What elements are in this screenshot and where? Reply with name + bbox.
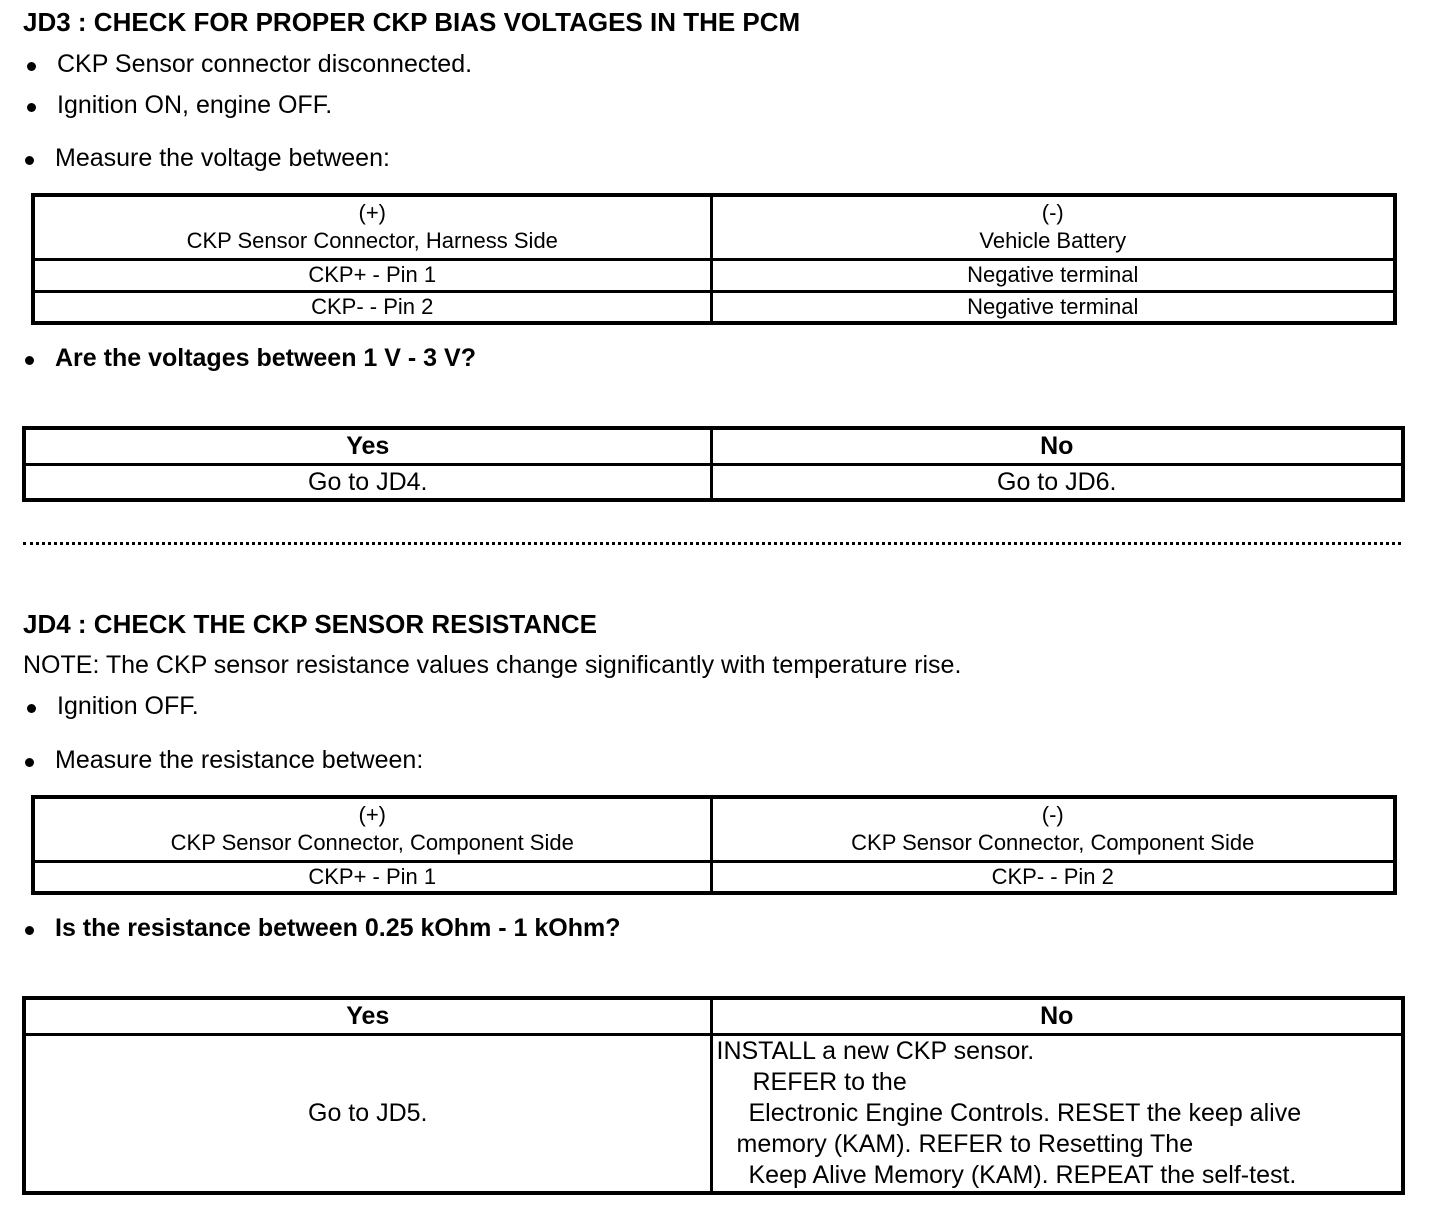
bullet-icon [25, 356, 34, 365]
negative-label: Vehicle Battery [979, 228, 1127, 254]
no-action-line: INSTALL a new CKP sensor. [716, 1036, 1035, 1065]
jd4-measure-table [31, 795, 1397, 895]
jd3-title: JD3 : CHECK FOR PROPER CKP BIAS VOLTAGES IN THE PCM [23, 7, 801, 37]
table-header-negative [711, 797, 1395, 861]
table-row [33, 861, 1395, 893]
section-divider [23, 542, 1401, 545]
table-header-negative [711, 195, 1395, 259]
no-action-line: memory (KAM). REFER to Resetting The [736, 1129, 1194, 1158]
bullet-icon [25, 156, 34, 165]
table-header-row [33, 195, 1395, 259]
no-action [711, 1034, 1403, 1193]
jd3-decision-table [22, 426, 1405, 502]
jd3-step-2: Ignition ON, engine OFF. [57, 91, 333, 119]
jd4-title: JD4 : CHECK THE CKP SENSOR RESISTANCE [23, 609, 598, 639]
jd4-decision-table [22, 996, 1405, 1195]
table-cell-positive: CKP+ - Pin 1 [33, 259, 711, 291]
table-cell-negative: Negative terminal [711, 291, 1395, 323]
bullet-icon [25, 926, 34, 935]
yes-action: Go to JD4. [24, 464, 711, 500]
decision-header-row [24, 428, 1403, 464]
no-action-line: Keep Alive Memory (KAM). REPEAT the self-test. [748, 1160, 1297, 1189]
decision-header-row [24, 998, 1403, 1034]
no-header: No [711, 998, 1403, 1034]
no-action-line: REFER to the [752, 1067, 907, 1096]
table-header-row [33, 797, 1395, 861]
table-cell-positive: CKP+ - Pin 1 [33, 861, 711, 893]
table-cell-negative: Negative terminal [711, 259, 1395, 291]
yes-header: Yes [24, 428, 711, 464]
positive-sign: (+) [358, 802, 386, 828]
jd3-measure-table [31, 193, 1397, 325]
table-header-positive [33, 195, 711, 259]
bullet-icon [27, 62, 36, 71]
table-cell-positive: CKP- - Pin 2 [33, 291, 711, 323]
positive-label: CKP Sensor Connector, Harness Side [186, 228, 558, 254]
bullet-icon [27, 704, 36, 713]
jd4-step-1: Ignition OFF. [57, 692, 199, 720]
decision-row [24, 1034, 1403, 1193]
table-row [33, 259, 1395, 291]
jd3-step-1: CKP Sensor connector disconnected. [57, 50, 473, 78]
bullet-icon [25, 758, 34, 767]
table-row [33, 291, 1395, 323]
positive-sign: (+) [358, 200, 386, 226]
yes-header: Yes [24, 998, 711, 1034]
negative-sign: (-) [1041, 200, 1064, 226]
jd4-step-2: Measure the resistance between: [55, 746, 424, 774]
jd4-question: Is the resistance between 0.25 kOhm - 1 kOhm? [55, 914, 621, 942]
table-header-positive [33, 797, 711, 861]
yes-action: Go to JD5. [24, 1034, 711, 1193]
jd3-step-3: Measure the voltage between: [55, 144, 390, 172]
table-cell-negative: CKP- - Pin 2 [711, 861, 1395, 893]
decision-row [24, 464, 1403, 500]
jd4-note: NOTE: The CKP sensor resistance values change significantly with temperature rise. [23, 651, 962, 679]
positive-label: CKP Sensor Connector, Component Side [170, 830, 574, 856]
jd3-question: Are the voltages between 1 V - 3 V? [55, 344, 476, 372]
negative-sign: (-) [1041, 802, 1064, 828]
no-action: Go to JD6. [711, 464, 1403, 500]
bullet-icon [27, 103, 36, 112]
no-header: No [711, 428, 1403, 464]
negative-label: CKP Sensor Connector, Component Side [851, 830, 1255, 856]
no-action-line: Electronic Engine Controls. RESET the keep alive [748, 1098, 1302, 1127]
